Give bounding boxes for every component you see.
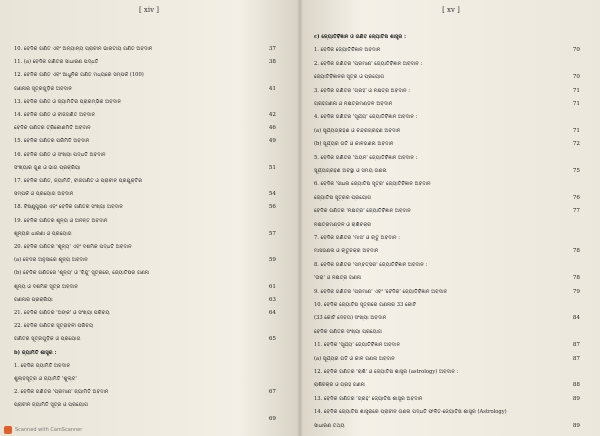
toc-entry bbox=[14, 402, 276, 408]
toc-entry-text: ଶୂନ୍ୟ ଓ ଦଶମିକ ସୂତ୍ର ଅବଦାନ bbox=[14, 283, 78, 290]
toc-entry bbox=[14, 284, 276, 290]
toc-entry-text: 2. ବେଦିକ ଗଣିତର 'ପ୍ରମାଣ' ଜ୍ୟାମିତି ଅବଦାନ bbox=[14, 389, 109, 396]
toc-entry-text: 12. ବେଦିକ ଗଣିତର 'ରାଶି' ଓ ଜ୍ୟୋତିଷ ଶାସ୍ତ୍ର (astrology) ଅବଦାନ : bbox=[314, 369, 459, 375]
toc-page-number: 67 bbox=[268, 389, 276, 396]
toc-entry bbox=[314, 423, 580, 429]
toc-entry-text: ପ୍ରାଚୀନ ଜ୍ୟାମିତି ସୂତ୍ର ଓ ପ୍ରୟୋଗ bbox=[14, 402, 89, 409]
toc-entry bbox=[314, 342, 580, 348]
toc-page-number: 79 bbox=[572, 288, 580, 295]
toc-entry-text: 18. ବିଷ୍ଣୁପୁରାଣ ଏବଂ ବେଦିକ ଗଣିତର ସଂଖ୍ୟା ଅବଦାନ bbox=[14, 204, 123, 211]
toc-page-number: 71 bbox=[572, 127, 580, 134]
toc-entry bbox=[14, 323, 276, 329]
toc-entry-text: 11. (a) ବେଦିକ ଗଣିତର ସାଧାରଣ ପଦ୍ଧତି bbox=[14, 59, 99, 66]
toc-page-number: 59 bbox=[268, 257, 276, 264]
toc-entry-text: 9. ବେଦିକ ଗଣିତର 'ପ୍ରମାଣ' ଏବଂ 'ବୈଦିକ' ଜ୍ୟୋତିର୍ବିଜ୍ଞାନ ଅବଦାନ bbox=[314, 288, 448, 295]
toc-page-number: 61 bbox=[268, 283, 276, 290]
toc-page-number: 49 bbox=[268, 138, 276, 145]
toc-entry bbox=[314, 262, 580, 268]
toc-entry bbox=[14, 416, 276, 422]
toc-entry-text: ମାସଗଣନା ଓ ଋତୁଚକ୍ର ଅବଦାନ bbox=[314, 248, 379, 255]
toc-entry-text: 12. ବେଦିକ ଗଣିତ ଏବଂ ଆଧୁନିକ ଗଣିତ ମଧ୍ୟରେ ସମ୍ପର୍କ (100) bbox=[14, 72, 144, 79]
toc-entry-text: 15. ବେଦିକ ଗଣିତର ପରିମିତି ଅବଦାନ bbox=[14, 138, 90, 145]
toc-entry bbox=[14, 86, 276, 92]
toc-entry-text: (a) ବେଦର ଅନୁସାରେ ଶୂନ୍ୟ ଅବଦାନ bbox=[14, 257, 88, 264]
toc-entry bbox=[314, 222, 580, 228]
toc-entry-text: 1. ବେଦିକ ଜ୍ୟାମିତି ଅବଦାନ bbox=[14, 362, 71, 369]
toc-entry-text: ଗ୍ରହଗଣନା ଓ ନକ୍ଷତ୍ରମଣ୍ଡଳ ଅବଦାନ bbox=[314, 101, 393, 107]
toc-entry bbox=[14, 270, 276, 276]
toc-entry bbox=[14, 376, 276, 382]
toc-entry bbox=[314, 47, 580, 53]
toc-entry bbox=[314, 114, 580, 120]
toc-entry-text: ବେଦିକ ଗଣିତର ସଂଖ୍ୟା ପ୍ରୟୋଗ bbox=[314, 328, 382, 335]
toc-entry-text: ଗଣିତର ସୂତ୍ରଗୁଡ଼ିକ ଓ ପ୍ରୟୋଗ bbox=[14, 336, 81, 343]
toc-page-number: 75 bbox=[572, 168, 580, 174]
toc-entry bbox=[314, 315, 580, 321]
page-label: [ xiv ] bbox=[138, 6, 160, 14]
toc-page-number: 54 bbox=[268, 191, 276, 198]
toc-entry bbox=[314, 275, 580, 281]
toc-page-number: 64 bbox=[268, 310, 276, 316]
toc-page-number: 65 bbox=[268, 336, 276, 343]
toc-entry bbox=[14, 125, 276, 131]
toc-page-number: 37 bbox=[268, 46, 276, 52]
toc-entry bbox=[14, 204, 276, 210]
left-page bbox=[0, 0, 298, 436]
toc-page-number: 78 bbox=[572, 275, 580, 282]
toc-entry-text: 11. ବେଦିକ 'ସୂର୍ଯ୍ୟ' ଜ୍ୟୋତିର୍ବିଜ୍ଞାନ ଅବଦାନ bbox=[314, 342, 401, 349]
camscanner-logo-icon bbox=[4, 426, 12, 434]
toc-page-number: 77 bbox=[572, 208, 580, 215]
toc-entry-text: ଜ୍ୟୋତିଷ ସୂତ୍ରର ପ୍ରୟୋଗ bbox=[314, 194, 372, 201]
toc-page-number: 71 bbox=[572, 101, 580, 107]
toc-entry-text: 3. ବେଦିକ ଗଣିତର 'ଗ୍ରହ' ଓ ନକ୍ଷତ୍ର ଅବଦାନ : bbox=[314, 87, 411, 94]
toc-entry-text: (b) ସୂର୍ଯ୍ୟର ଗତି ଓ କାଳଗଣନା ଅବଦାନ bbox=[314, 141, 394, 148]
toc-entry-text: 13. ବେଦିକ ଗଣିତର 'ଗ୍ରହ' ଜ୍ୟୋତିଷ ଶାସ୍ତ୍ର ଅବଦାନ bbox=[314, 395, 423, 402]
toc-entry-text: ଶୂନ୍ୟର ଧାରଣା ଓ ପ୍ରୟୋଗ bbox=[14, 230, 72, 237]
toc-entry-text: 8. ବେଦିକ ଗଣିତର 'ସମ୍ବତ୍ସର' ଜ୍ୟୋତିର୍ବିଜ୍ଞାନ ଅବଦାନ : bbox=[314, 261, 428, 268]
toc-page-number: 87 bbox=[572, 355, 580, 362]
toc-page-number: 57 bbox=[268, 230, 276, 237]
toc-entry-text: 6. ବେଦିକ 'ସାଧନା ଜ୍ୟୋତିଷ ସୂତ୍ର' ଜ୍ୟୋତିର୍ବିଜ୍ଞାନ ଅବଦାନ bbox=[314, 181, 431, 188]
toc-page-number: 42 bbox=[268, 112, 276, 118]
toc-entry-text: ସଂଖ୍ୟାର ଗୁଣ ଓ ଭାଗ ପ୍ରକ୍ରିୟା bbox=[14, 164, 81, 171]
toc-entry-text: c) ଜ୍ୟୋତିର୍ବିଜ୍ଞାନ ଓ ଗଣିତ ଜ୍ୟୋତିଷ ଶାସ୍ତ୍ର : bbox=[314, 34, 407, 40]
toc-page-number: 84 bbox=[572, 315, 580, 322]
toc-entry-text: 'ତାରା' ଓ ନକ୍ଷତ୍ର ଗଣନା bbox=[314, 275, 362, 282]
toc-entry bbox=[14, 178, 276, 184]
page-label: [ xv ] bbox=[442, 6, 460, 14]
toc-page-number: 78 bbox=[572, 248, 580, 255]
toc-entry-text: 14. ବେଦିକ ଗଣିତ ଓ ବୀଜଗଣିତ ଅବଦାନ bbox=[14, 112, 96, 118]
toc-entry bbox=[314, 409, 580, 415]
toc-entry-text: 20. ବେଦିକ ଗଣିତର 'ଶୂନ୍ୟ' ଏବଂ ଦଶମିକ ପଦ୍ଧତି ଅବଦାନ bbox=[14, 244, 132, 250]
toc-page-number: 41 bbox=[268, 85, 276, 92]
toc-entry bbox=[314, 61, 580, 67]
toc-entry bbox=[14, 59, 276, 65]
toc-page-number: 71 bbox=[572, 87, 580, 94]
toc-entry-text: 17. ବେଦିକ ଗଣିତ, ଜ୍ୟାମିତି, ବୀଜଗଣିତ ଓ ପ୍ରାଚୀନ ପ୍ରଯୁକ୍ତିର bbox=[14, 178, 143, 184]
toc-page-number: 89 bbox=[572, 395, 580, 402]
toc-entry-text: ଗଣନାର ପ୍ରକ୍ରିୟା bbox=[14, 296, 53, 303]
toc-entry-text: b) ଜ୍ୟାମିତି ଶାସ୍ତ୍ର : bbox=[14, 349, 57, 356]
toc-entry-text: 16. ବେଦିକ ଗଣିତ ଓ ସଂଖ୍ୟା ପଦ୍ଧତି ଅବଦାନ bbox=[14, 151, 106, 158]
toc-entry bbox=[314, 302, 580, 308]
toc-entry bbox=[14, 152, 276, 158]
toc-entry bbox=[14, 231, 276, 237]
toc-entry bbox=[314, 356, 580, 362]
toc-entry-text: ବେଦିକ ଗଣିତର 'ନକ୍ଷତ୍ର' ଜ୍ୟୋତିର୍ବିଜ୍ଞାନ ଅବଦାନ bbox=[314, 208, 411, 215]
toc-entry-text: (b) ବେଦିକ ଗଣିତରେ 'ଶୂନ୍ୟ' ଓ 'ବିନ୍ଦୁ' ସୂତ୍ରରେ, ଜ୍ୟୋତିଷର ଗଣନା bbox=[14, 270, 150, 277]
toc-entry bbox=[314, 34, 580, 40]
toc-entry-text: 13. ବେଦିକ ଗଣିତ ଓ ଜ୍ୟାମିତିର ପ୍ରାରମ୍ଭିକ ଅବଦାନ bbox=[14, 98, 122, 105]
toc-entry bbox=[314, 195, 580, 201]
toc-entry-text: ସାଧାରଣ ତଥ୍ୟ bbox=[314, 422, 345, 429]
toc-entry bbox=[314, 248, 580, 254]
toc-entry bbox=[14, 165, 276, 171]
toc-entry bbox=[314, 168, 580, 174]
toc-entry-text: ଜ୍ୟୋତିର୍ବିଜ୍ଞାନର ସୂତ୍ର ଓ ପ୍ରୟୋଗ bbox=[314, 74, 385, 81]
toc-entry-text: ଗଣନାର ସୂତ୍ରଗୁଡ଼ିକ ଅବଦାନ bbox=[14, 85, 72, 92]
toc-entry-text: 10. ବେଦିକ ଗଣିତ ଏବଂ ଅନ୍ୟାନ୍ୟ ପ୍ରାଚୀନ ଭାରତୀୟ ଗଣିତ ଅବଦାନ bbox=[14, 46, 153, 52]
toc-entry-text: (a) ସୂର୍ଯ୍ୟର ଗତି ଓ କାଳ ଗଣନା ଅବଦାନ bbox=[314, 355, 395, 362]
toc-entry bbox=[314, 155, 580, 161]
toc-entry bbox=[14, 218, 276, 224]
toc-entry-text: ନକ୍ଷତ୍ରମଣ୍ଡଳ ଓ ରାଶିଚକ୍ର bbox=[314, 221, 372, 228]
toc-entry bbox=[14, 350, 276, 356]
toc-entry bbox=[14, 310, 276, 316]
toc-entry-text: ଶୁଲ୍ବସୂତ୍ର ଓ ଜ୍ୟାମିତି 'ଶୁଲ୍ବ' bbox=[14, 376, 77, 382]
toc-entry bbox=[314, 128, 580, 134]
toc-page-number: 56 bbox=[268, 204, 276, 211]
toc-entry-text: 22. ବେଦିକ ଗଣିତର ସୂତ୍ରାବଳୀ ପରିଚୟ bbox=[14, 323, 94, 330]
toc-entry bbox=[314, 235, 580, 241]
toc-entry bbox=[14, 244, 276, 250]
toc-entry-text: 10. ବେଦିକ ଜ୍ୟୋତିଷ ସୂତ୍ରରେ ଗଣନାର 33 କୋଟି bbox=[314, 302, 417, 308]
toc-page-number: 87 bbox=[572, 342, 580, 349]
toc-entry-text: 7. ବେଦିକ ଗଣିତର 'ମାସ' ଓ ଋତୁ ଅବଦାନ : bbox=[314, 235, 401, 241]
toc-entry-text: 21. ବେଦିକ ଗଣିତର 'ଅଙ୍କ' ଓ ସଂଖ୍ୟା ପରିଚୟ bbox=[14, 310, 110, 316]
toc-page-number: 88 bbox=[572, 382, 580, 389]
toc-entry bbox=[14, 46, 276, 52]
toc-entry bbox=[14, 297, 276, 303]
toc-entry bbox=[14, 363, 276, 369]
toc-entry-text: 5. ବେଦିକ ଗଣିତର 'ଅୟନ' ଜ୍ୟୋତିର୍ବିଜ୍ଞାନ ଅବଦାନ : bbox=[314, 154, 418, 161]
toc-page-number: 51 bbox=[268, 164, 276, 171]
toc-entry bbox=[314, 141, 580, 147]
toc-entry bbox=[14, 336, 276, 342]
toc-page-number: 70 bbox=[572, 47, 580, 54]
toc-entry-text: ସୂର୍ଯ୍ୟଗ୍ରହଣ ଅବସ୍ଥା ଓ ସମୟ ଗଣନା bbox=[314, 168, 387, 174]
toc-entry bbox=[14, 99, 276, 105]
toc-entry-text: 14. ବେଦିକ ଜ୍ୟୋତିଷ ଶାସ୍ତ୍ରରେ ପ୍ରାଚୀନ ଗଣନା ପଦ୍ଧତି ଫଳିତ-ଜ୍ୟୋତିଷ ଶାସ୍ତ୍ର (Astrology) bbox=[314, 409, 507, 416]
toc-entry bbox=[14, 72, 276, 78]
toc-entry bbox=[314, 289, 580, 295]
toc-entry bbox=[14, 389, 276, 395]
toc-entry bbox=[314, 208, 580, 214]
right-page bbox=[302, 0, 600, 436]
toc-page-number: 72 bbox=[572, 141, 580, 148]
toc-page-number: 38 bbox=[268, 59, 276, 66]
toc-entry bbox=[14, 112, 276, 118]
toc-entry bbox=[314, 181, 580, 187]
toc-entry-text: 1. ବେଦିକ ଜ୍ୟୋତିର୍ବିଜ୍ଞାନ ଅବଦାନ bbox=[314, 47, 381, 54]
toc-entry-text: ରାଶିଚକ୍ର ଓ ଗ୍ରହ ଗଣନା bbox=[314, 382, 365, 389]
toc-entry bbox=[14, 257, 276, 263]
toc-entry bbox=[14, 138, 276, 144]
toc-entry-text: (33 କୋଟି ଦେବତା) ସଂଖ୍ୟା ଅବଦାନ bbox=[314, 315, 387, 322]
toc-entry bbox=[314, 88, 580, 94]
toc-entry-text: 4. ବେଦିକ ଗଣିତର 'ସୂର୍ଯ୍ୟ' ଜ୍ୟୋତିର୍ବିଜ୍ଞାନ ଅବଦାନ : bbox=[314, 114, 418, 121]
scanner-watermark bbox=[4, 426, 82, 434]
toc-entry-text: 19. ବେଦିକ ଗଣିତର ଶୂନ୍ୟ ଓ ଅନନ୍ତ ଅବଦାନ bbox=[14, 217, 108, 224]
toc-page-number: 46 bbox=[268, 125, 276, 132]
toc-entry-text: ସମ୍ପର୍କ ଓ ପ୍ରୟୋଗ ଅବଦାନ bbox=[14, 191, 74, 198]
toc-page-number: 63 bbox=[268, 296, 276, 303]
toc-entry bbox=[314, 101, 580, 107]
toc-page-number: 76 bbox=[572, 194, 580, 201]
toc-entry bbox=[14, 191, 276, 197]
toc-page-number: 89 bbox=[572, 422, 580, 429]
toc-page-number: 69 bbox=[268, 415, 276, 422]
toc-entry-text: ବେଦିକ ଗଣିତର ତ୍ରିକୋଣମିତି ଅବଦାନ bbox=[14, 125, 91, 132]
toc-entry bbox=[314, 74, 580, 80]
toc-page-number: 70 bbox=[572, 74, 580, 81]
scanner-label: Scanned with CamScanner bbox=[15, 427, 83, 433]
toc-entry bbox=[314, 382, 580, 388]
toc-entry-text: (a) ସୂର୍ଯ୍ୟଗ୍ରହଣ ଓ ଚନ୍ଦ୍ରଗ୍ରହଣ ଅବଦାନ bbox=[314, 127, 401, 134]
toc-entry bbox=[314, 369, 580, 375]
toc-entry-text: 2. ବେଦିକ ଗଣିତର 'ପ୍ରମାଣ' ଜ୍ୟୋତିର୍ବିଜ୍ଞାନ ଅବଦାନ : bbox=[314, 60, 423, 67]
toc-entry bbox=[314, 396, 580, 402]
toc-entry bbox=[314, 329, 580, 335]
